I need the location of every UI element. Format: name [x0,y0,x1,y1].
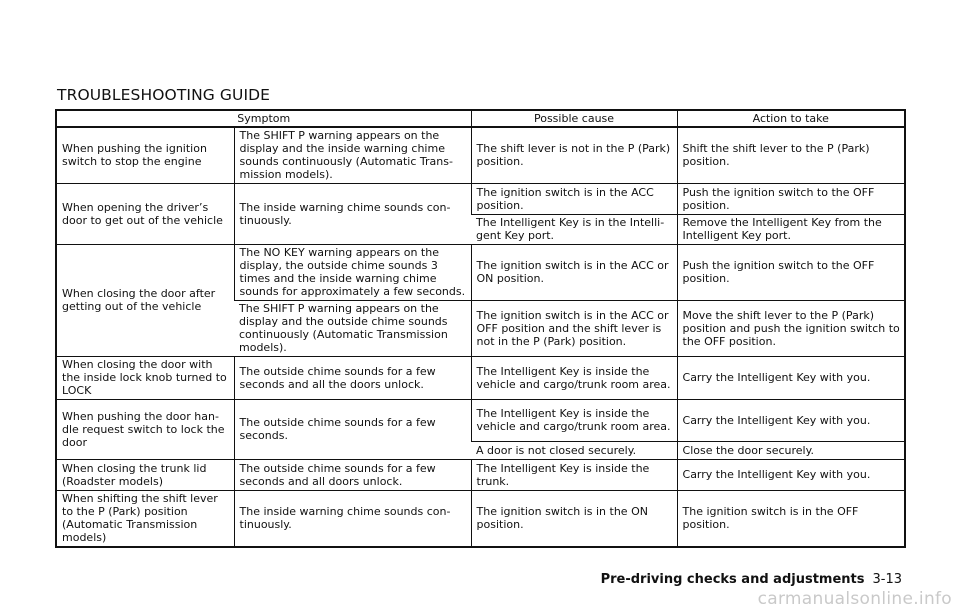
table-row [56,400,905,442]
cause-cell: The Intelligent Key is in the Intelli-gent Key port. [471,215,677,245]
cause-cell: The ignition switch is in the ACC position. [471,184,677,215]
page-footer [601,572,902,587]
footer-section-title: Pre-driving checks and adjustments [600,572,865,587]
indicator-cell: The outside chime sounds for a few seconds and all doors unlock. [234,460,471,491]
action-cell: Shift the shift lever to the P (Park) position. [677,127,905,184]
symptom-cell: When opening the driver’s door to get out of the vehicle [56,184,234,245]
symptom-cell: When shifting the shift lever to the P (Park) position (Automatic Transmission models) [56,491,234,548]
indicator-cell: The inside warning chime sounds con-tinuously. [234,491,471,548]
symptom-cell: When closing the trunk lid (Roadster models) [56,460,234,491]
indicator-cell: The SHIFT P warning appears on the display and the outside chime sounds continuously (Automatic Transmission models). [234,301,471,357]
action-cell: Carry the Intelligent Key with you. [677,357,905,400]
header-symptom: Symptom [56,110,471,127]
cause-cell: The shift lever is not in the P (Park) position. [471,127,677,184]
symptom-cell: When closing the door with the inside lock knob turned to LOCK [56,357,234,400]
cause-cell: The ignition switch is in the ACC or OFF position and the shift lever is not in the P (Park) position. [471,301,677,357]
action-cell: Move the shift lever to the P (Park) position and push the ignition switch to the OFF position. [677,301,905,357]
action-cell: Push the ignition switch to the OFF position. [677,245,905,301]
header-action: Action to take [677,110,905,127]
indicator-cell: The outside chime sounds for a few seconds. [234,400,471,460]
indicator-cell: The SHIFT P warning appears on the display and the inside warning chime sounds continuously (Automatic Trans-mission models). [234,127,471,184]
table-row [56,460,905,491]
indicator-cell: The inside warning chime sounds con-tinuously. [234,184,471,245]
cause-cell: The Intelligent Key is inside the trunk. [471,460,677,491]
table-header-row [56,110,905,127]
troubleshooting-table [55,109,906,548]
action-cell: The ignition switch is in the OFF position. [677,491,905,548]
action-cell: Close the door securely. [677,442,905,460]
page-number: 3-13 [872,572,902,587]
table-row [56,127,905,184]
action-cell: Push the ignition switch to the OFF position. [677,184,905,215]
indicator-cell: The outside chime sounds for a few seconds and all the doors unlock. [234,357,471,400]
table-row [56,245,905,301]
page-title: TROUBLESHOOTING GUIDE [57,86,271,104]
cause-cell: The Intelligent Key is inside the vehicle and cargo/trunk room area. [471,400,677,442]
cause-cell: The ignition switch is in the ON position. [471,491,677,548]
header-possible-cause: Possible cause [471,110,677,127]
symptom-cell: When closing the door after getting out of the vehicle [56,245,234,357]
table-row [56,184,905,215]
cause-cell: The Intelligent Key is inside the vehicle and cargo/trunk room area. [471,357,677,400]
action-cell: Remove the Intelligent Key from the Intelligent Key port. [677,215,905,245]
indicator-cell: The NO KEY warning appears on the display, the outside chime sounds 3 times and the inside warning chime sounds for approximately a few seconds. [234,245,471,301]
cause-cell: The ignition switch is in the ACC or ON position. [471,245,677,301]
symptom-cell: When pushing the door han-dle request switch to lock the door [56,400,234,460]
action-cell: Carry the Intelligent Key with you. [677,400,905,442]
table-row [56,491,905,548]
watermark-text: carmanualsonline.info [757,589,952,609]
table-row [56,357,905,400]
cause-cell: A door is not closed securely. [471,442,677,460]
symptom-cell: When pushing the ignition switch to stop the engine [56,127,234,184]
action-cell: Carry the Intelligent Key with you. [677,460,905,491]
